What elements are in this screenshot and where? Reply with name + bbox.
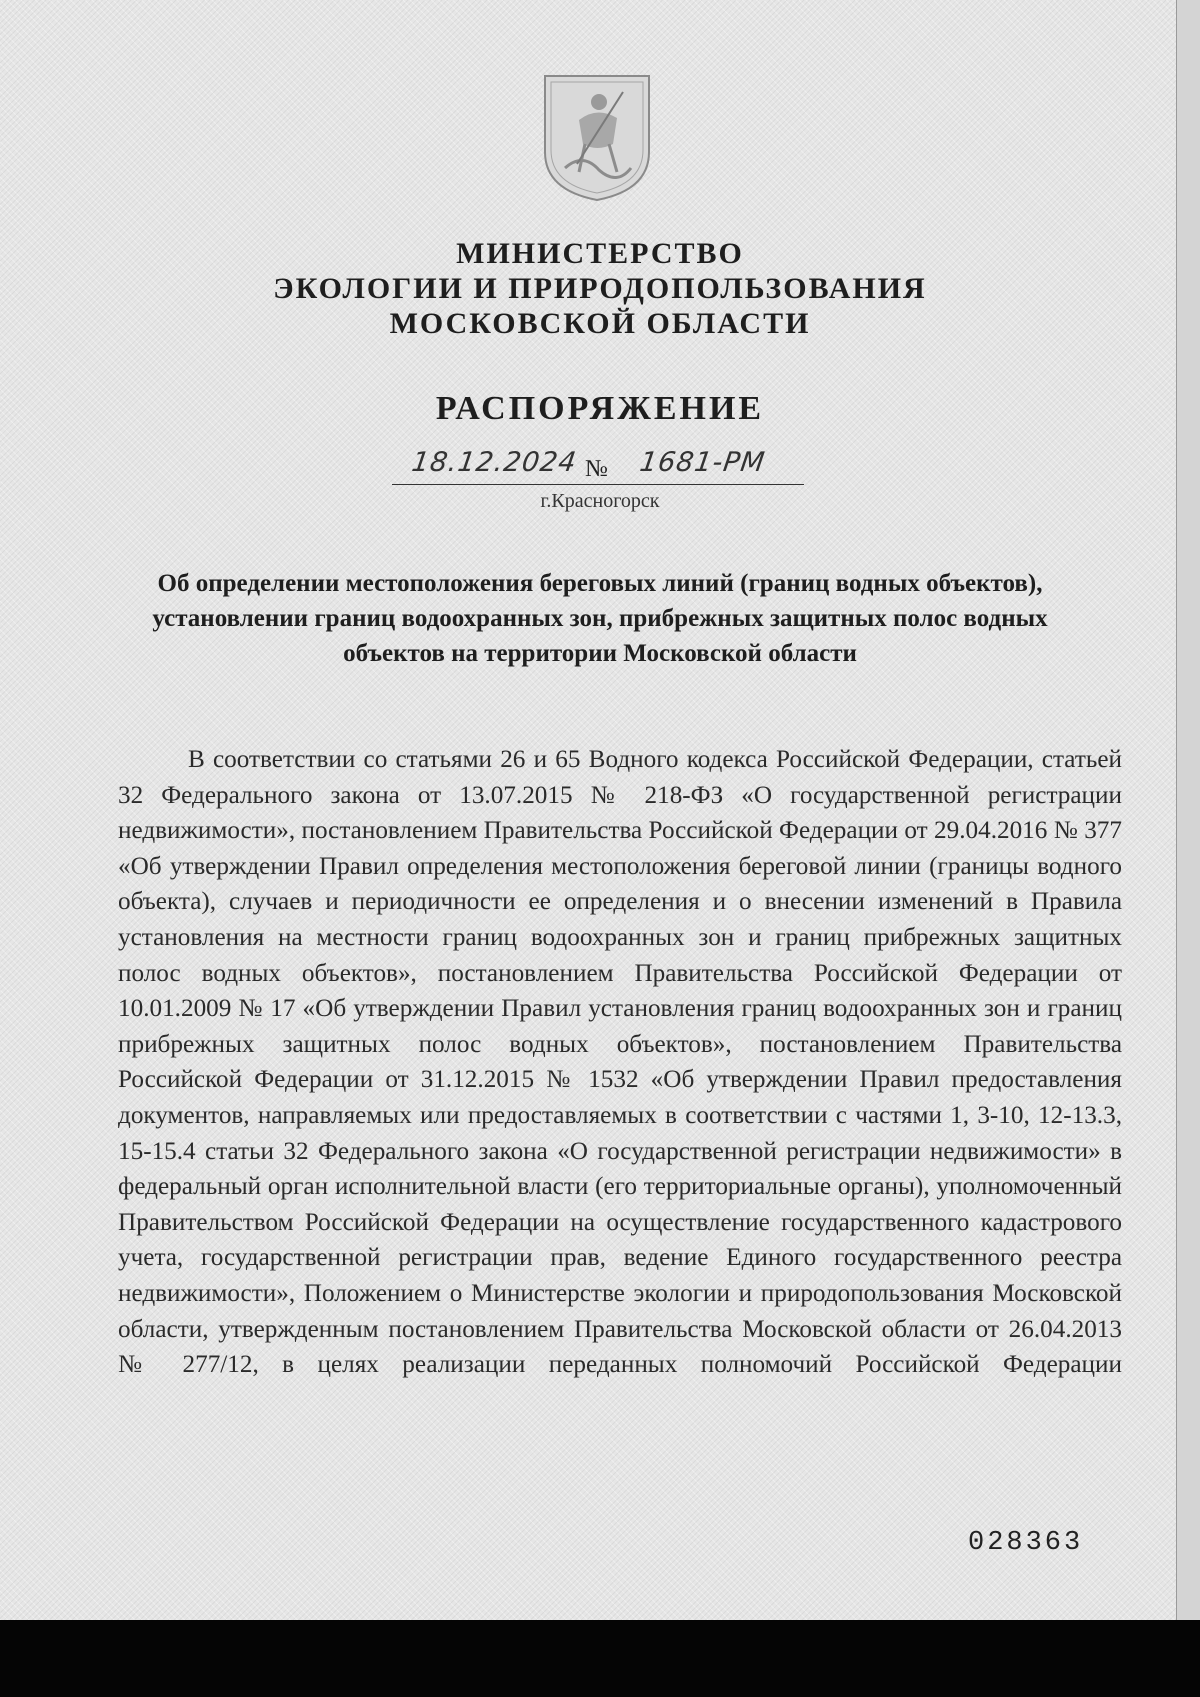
ministry-name-line-3: МОСКОВСКОЙ ОБЛАСТИ [389, 307, 811, 340]
body-paragraph: В соответствии со статьями 26 и 65 Водного кодекса Российской Федерации, статьей 32 Федерального закона от 13.07.2015 № 218-ФЗ «О государственной регистрации недвижимости», постановлением Правительства Российской Федерации от 29.04.2016 № 377 «Об утверждении Правил определения местоположения береговой линии (границы водного объекта), случаев и периодичности ее определения и о внесении изменений в Правила установления на местности границ водоохранных зон и границ прибрежных защитных полос водных объектов», постановлением Правительства Российской Федерации от 10.01.2009 № 17 «Об утверждении Правил установления границ водоохранных зон и границ прибрежных защитных полос водных объектов», постановлением Правительства Российской Федерации от 31.12.2015 № 1532 «Об утверждении Правил предоставления документов, направляемых или предоставляемых в соответствии с частями 1, 3-10, 12-13.3, 15-15.4 статьи 32 Федерального закона «О государственной регистрации недвижимости» в федеральный орган исполнительной власти (его территориальные органы), уполномоченный Правительством Российской Федерации на осуществление государственного кадастрового учета, государственной регистрации прав, ведение Единого государственного реестра недвижимости», Положением о Министерстве экологии и природопользования Московской области, утвержденным постановлением Правительства Московской области от 26.04.2013 № 277/12, в целях реализации переданных полномочий Российской Федерации [118, 746, 1122, 1379]
ministry-name-line-1: МИНИСТЕРСТВО [456, 237, 744, 270]
coat-of-arms-emblem [539, 72, 655, 204]
number-sign: № [585, 456, 608, 482]
city: г.Красногорск [540, 490, 660, 512]
document-type-title: РАСПОРЯЖЕНИЕ [435, 390, 765, 427]
subject-heading: Об определении местоположения береговых линий (границ водных объектов), установлении границ водоохранных зон, прибрежных защитных полос водных объектов на территории Московской области [152, 570, 1048, 667]
scan-bottom-band [0, 1620, 1200, 1697]
handwritten-date: 18.12.2024 [409, 447, 579, 478]
ministry-name-line-2: ЭКОЛОГИИ И ПРИРОДОПОЛЬЗОВАНИЯ [273, 272, 927, 305]
date-number-underline [392, 484, 804, 485]
form-serial-number: 028363 [968, 1528, 1084, 1558]
handwritten-number: 1681-РМ [637, 447, 768, 478]
scan-edge-strip [1176, 0, 1200, 1620]
